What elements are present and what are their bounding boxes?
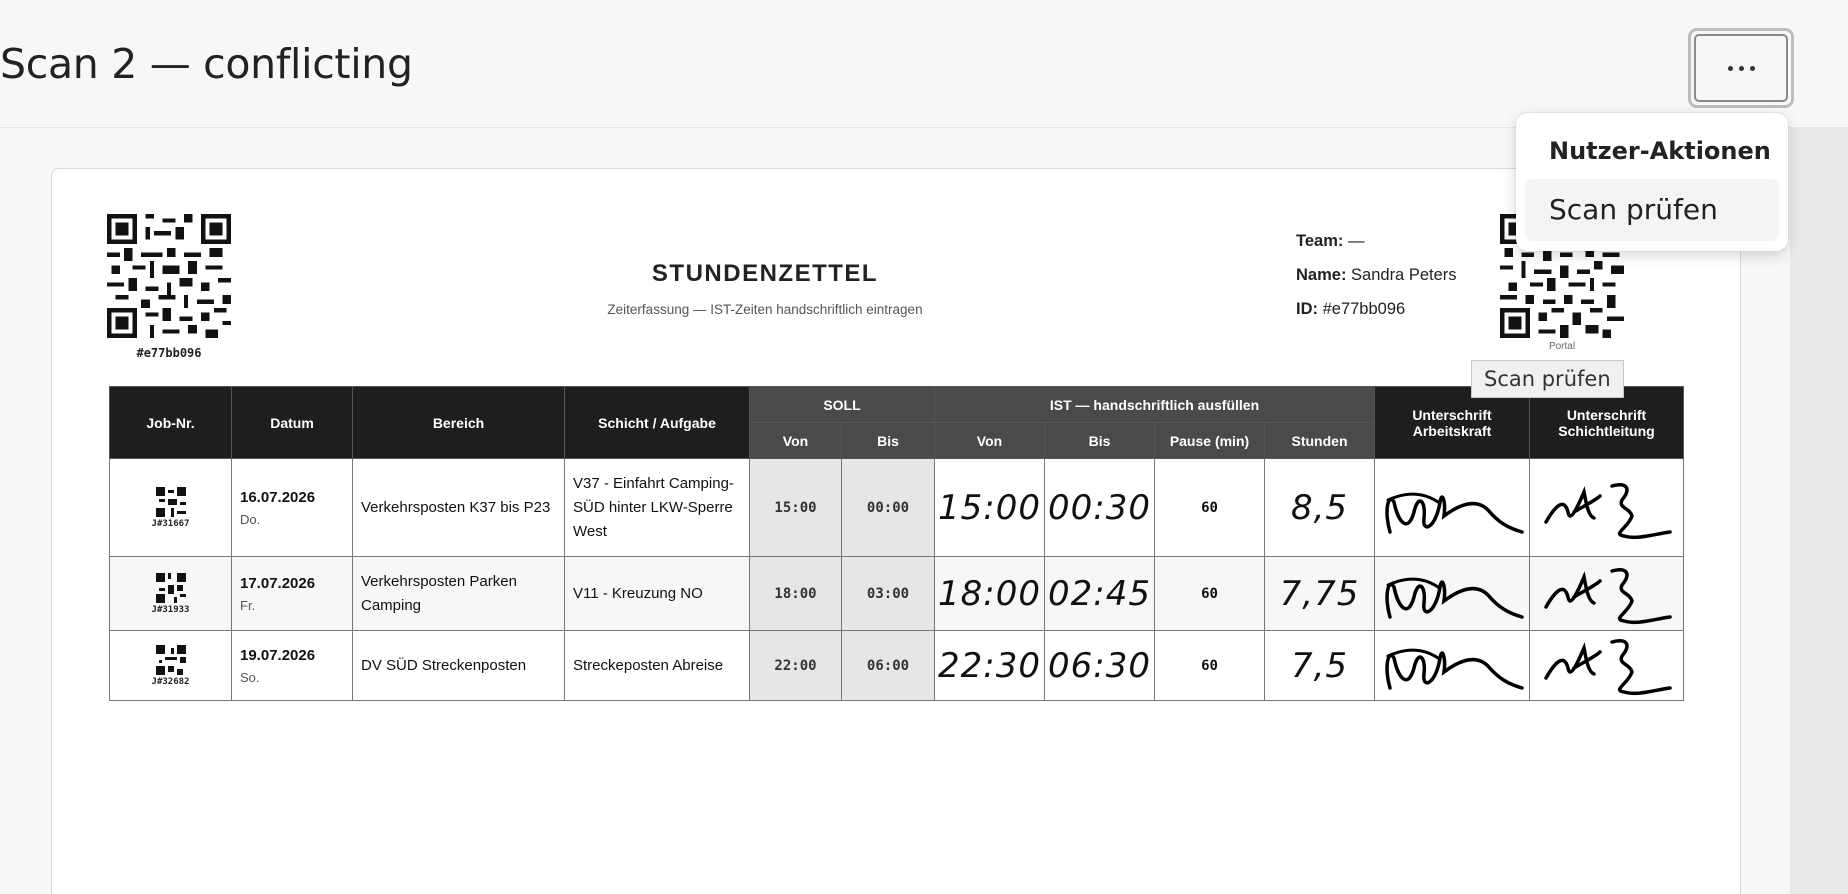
stunden-cell: 7,5 — [1265, 631, 1375, 701]
signature-worker-image — [1380, 634, 1525, 698]
stunden-cell: 7,75 — [1265, 557, 1375, 631]
date-value: 17.07.2026 — [240, 574, 316, 592]
soll-von-cell: 22:00 — [750, 631, 842, 701]
name-label: Name: — [1296, 266, 1347, 284]
bereich-cell: DV SÜD Streckenposten — [353, 631, 565, 701]
signature-worker-cell — [1375, 459, 1530, 557]
date-cell — [232, 557, 353, 631]
menu-header: Nutzer-Aktionen — [1549, 137, 1771, 165]
soll-bis-cell: 06:00 — [842, 631, 935, 701]
schicht-cell: V37 - Einfahrt Camping-SÜD hinter LKW-Sperre West — [565, 459, 750, 557]
ist-von-cell: 15:00 — [935, 459, 1045, 557]
signature-lead-image — [1534, 472, 1679, 544]
date-value: 16.07.2026 — [240, 488, 316, 506]
scan-check-tooltip: Scan prüfen — [1471, 360, 1624, 398]
col-header-bereich: Bereich — [353, 387, 565, 459]
col-header-sig-lead: Unterschrift Schichtleitung — [1530, 387, 1684, 459]
job-cell — [110, 459, 232, 557]
ist-von-cell: 22:30 — [935, 631, 1045, 701]
team-value: — — [1347, 232, 1365, 250]
ist-bis-cell: 00:30 — [1045, 459, 1155, 557]
bereich-cell: Verkehrsposten Parken Camping — [353, 557, 565, 631]
col-header-sig-worker: Unterschrift Arbeitskraft — [1375, 387, 1530, 459]
soll-von-cell: 18:00 — [750, 557, 842, 631]
job-cell — [110, 557, 232, 631]
job-qr-icon — [156, 487, 186, 517]
schicht-cell: V11 - Kreuzung NO — [565, 557, 750, 631]
soll-bis-cell: 00:00 — [842, 459, 935, 557]
signature-lead-image — [1534, 561, 1679, 627]
date-value: 19.07.2026 — [240, 646, 316, 664]
weekday-value: So. — [240, 669, 260, 685]
page-side-strip — [1790, 128, 1848, 894]
menu-item-scan-pruefen[interactable]: Scan prüfen — [1525, 179, 1779, 241]
team-label: Team: — [1296, 232, 1344, 250]
employee-meta — [1296, 224, 1457, 326]
col-group-ist: IST — handschriftlich ausfüllen — [935, 387, 1375, 423]
signature-worker-image — [1380, 561, 1525, 627]
id-value: #e77bb096 — [1322, 300, 1406, 318]
col-header-job: Job-Nr. — [110, 387, 232, 459]
more-actions-button[interactable] — [1688, 28, 1794, 108]
job-qr-icon — [156, 645, 186, 675]
table-row — [110, 459, 1684, 557]
timesheet-table — [109, 386, 1684, 701]
job-cell — [110, 631, 232, 701]
ellipsis-icon — [1728, 66, 1755, 71]
col-group-soll: SOLL — [750, 387, 935, 423]
id-label: ID: — [1296, 300, 1318, 318]
job-number: J#31933 — [151, 604, 190, 615]
user-actions-menu — [1516, 113, 1788, 251]
soll-von-cell: 15:00 — [750, 459, 842, 557]
col-header-datum: Datum — [232, 387, 353, 459]
bereich-cell: Verkehrsposten K37 bis P23 — [353, 459, 565, 557]
date-cell — [232, 631, 353, 701]
job-number: J#31667 — [151, 518, 190, 529]
signature-worker-cell — [1375, 557, 1530, 631]
job-qr-icon — [156, 573, 186, 603]
soll-bis-cell: 03:00 — [842, 557, 935, 631]
job-number: J#32682 — [151, 676, 190, 687]
ist-bis-cell: 06:30 — [1045, 631, 1155, 701]
top-bar — [0, 0, 1848, 128]
signature-lead-cell — [1530, 459, 1684, 557]
sheet-title: STUNDENZETTEL — [651, 260, 879, 287]
stunden-cell: 8,5 — [1265, 459, 1375, 557]
sheet-id-label: #e77bb096 — [136, 346, 202, 360]
page-title: Scan 2 — conflicting — [0, 40, 413, 88]
signature-lead-cell — [1530, 631, 1684, 701]
portal-caption: Portal — [1548, 341, 1576, 352]
pause-cell: 60 — [1155, 459, 1265, 557]
col-header-soll-bis: Bis — [842, 423, 935, 459]
table-row — [110, 557, 1684, 631]
date-cell — [232, 459, 353, 557]
schicht-cell: Streckeposten Abreise — [565, 631, 750, 701]
id-row — [1296, 292, 1457, 326]
pause-cell: 60 — [1155, 631, 1265, 701]
col-header-stunden: Stunden — [1265, 423, 1375, 459]
ist-von-cell: 18:00 — [935, 557, 1045, 631]
col-header-ist-bis: Bis — [1045, 423, 1155, 459]
signature-worker-image — [1380, 472, 1525, 544]
table-row — [110, 631, 1684, 701]
name-row — [1296, 258, 1457, 292]
col-header-ist-von: Von — [935, 423, 1045, 459]
col-header-pause: Pause (min) — [1155, 423, 1265, 459]
qr-code-left — [107, 214, 231, 338]
col-header-soll-von: Von — [750, 423, 842, 459]
col-header-schicht: Schicht / Aufgabe — [565, 387, 750, 459]
ist-bis-cell: 02:45 — [1045, 557, 1155, 631]
signature-lead-cell — [1530, 557, 1684, 631]
name-value: Sandra Peters — [1351, 266, 1457, 284]
signature-lead-image — [1534, 634, 1679, 698]
team-row — [1296, 224, 1457, 258]
more-actions-focus-ring — [1694, 34, 1788, 102]
weekday-value: Fr. — [240, 597, 256, 613]
weekday-value: Do. — [240, 511, 261, 527]
sheet-subtitle: Zeiterfassung — IST-Zeiten handschriftlich eintragen — [607, 302, 923, 317]
pause-cell: 60 — [1155, 557, 1265, 631]
signature-worker-cell — [1375, 631, 1530, 701]
